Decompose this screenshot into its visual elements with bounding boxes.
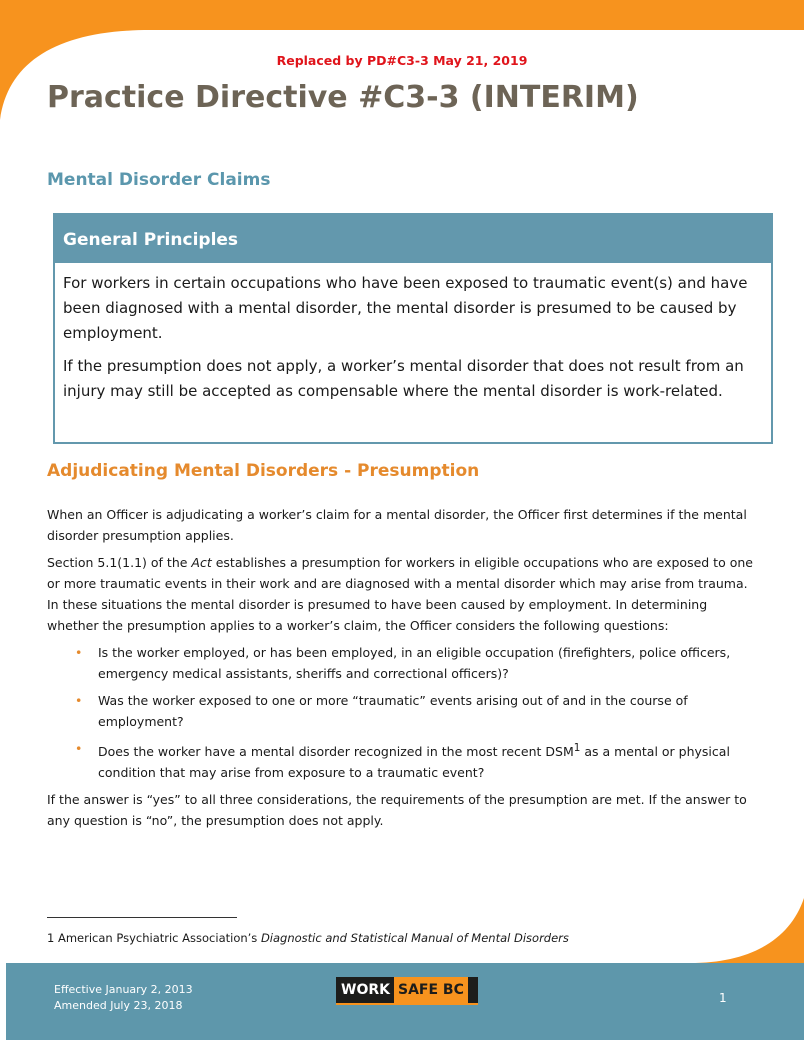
principles-paragraph: If the presumption does not apply, a worker’s mental disorder that does not result from an injury may still be accepted as compensable where the mental disorder is work-related. [63, 357, 744, 400]
page-subtitle: Mental Disorder Claims [47, 170, 271, 190]
bullet-icon: • [75, 741, 83, 756]
footnote-divider [47, 917, 237, 918]
footnote-reference[interactable]: 1 [573, 742, 581, 754]
footnote-text: American Psychiatric Association’s [54, 931, 261, 945]
list-item [47, 642, 759, 684]
general-principles-heading: General Principles [55, 215, 771, 263]
logo-work-text: WORK [341, 982, 390, 998]
principles-paragraph: For workers in certain occupations who have been exposed to traumatic event(s) and have been diagnosed with a mental disorder, the mental disorder is presumed to be caused by employment. [63, 274, 748, 342]
page-number: 1 [719, 991, 727, 1005]
amended-date: Amended July 23, 2018 [54, 999, 183, 1012]
body-paragraph [47, 552, 759, 636]
question-list [47, 642, 759, 783]
list-item-text: as a mental or physical condition that may arise from exposure to a traumatic event? [98, 744, 730, 781]
list-item-text: Was the worker exposed to one or more “traumatic” events arising out of and in the course of employment? [98, 693, 688, 729]
list-item [47, 738, 759, 783]
list-item-text: Does the worker have a mental disorder recognized in the most recent DSM [98, 744, 574, 760]
bullet-icon: • [75, 645, 83, 660]
body-paragraph: If the answer is “yes” to all three considerations, the requirements of the presumption are met. If the answer to any question is “no”, the presumption does not apply. [47, 792, 747, 829]
logo-safebc-text: SAFE BC [394, 977, 468, 1003]
section-heading: Adjudicating Mental Disorders - Presumption [47, 461, 480, 481]
footer-dates [54, 982, 193, 1014]
section-body [47, 504, 759, 837]
footnote-marker: 1 [47, 931, 55, 945]
effective-date: Effective January 2, 2013 [54, 983, 193, 996]
general-principles-box [53, 213, 773, 444]
replaced-notice: Replaced by PD#C3-3 May 21, 2019 [276, 53, 528, 68]
footnote-title: Diagnostic and Statistical Manual of Mental Disorders [260, 931, 569, 945]
page-title: Practice Directive #C3-3 (INTERIM) [47, 80, 639, 115]
bottom-orange-swoosh [690, 898, 804, 963]
page-footer [6, 963, 804, 1040]
worksafebc-logo [336, 977, 478, 1005]
paragraph-text: establishes a presumption for workers in eligible occupations who are exposed to one or more traumatic events in their work and are diagnosed with a mental disorder which may arise from trauma. In these situations the mental disorder is presumed to have been caused by employment. In determining whether the presumption applies to a worker’s claim, the Officer considers the following questions: [47, 555, 753, 633]
list-item [47, 690, 759, 732]
body-paragraph: When an Officer is adjudicating a worker’s claim for a mental disorder, the Officer first determines if the mental disorder presumption applies. [47, 507, 747, 543]
general-principles-body [55, 263, 771, 404]
footnote [47, 931, 569, 945]
act-reference: Act [191, 555, 212, 570]
bullet-icon: • [75, 693, 83, 708]
paragraph-text: Section 5.1(1.1) of the [47, 555, 192, 570]
list-item-text: Is the worker employed, or has been employed, in an eligible occupation (firefighters, police officers, emergency medical assistants, sheriffs and correctional officers)? [98, 645, 731, 681]
